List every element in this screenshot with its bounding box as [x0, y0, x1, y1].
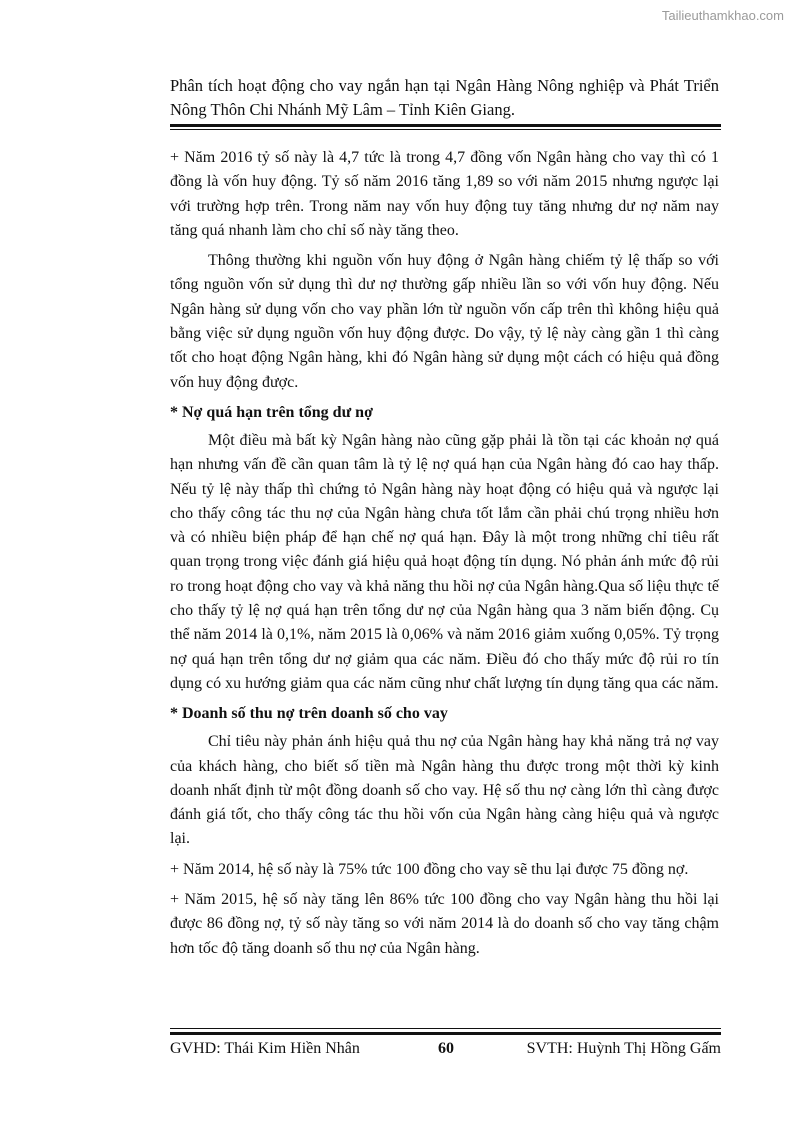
paragraph-overdue-debt: Một điều mà bất kỳ Ngân hàng nào cũng gặp phải là tồn tại các khoản nợ quá hạn nhưng vấn đề cần quan tâm là tỷ lệ nợ quá hạn của Ngân hàng đó cao hay thấp. Nếu tỷ lệ này thấp thì chứng tỏ Ngân hàng này hoạt động có hiệu quả và ngược lại cho thấy công tác thu nợ của Ngân hàng chưa tốt lắm cần phải chú trọng nhiều hơn và có nhiều biện pháp để hạn chế nợ quá hạn. Đây là một trong những chỉ tiêu rất quan trọng trong việc đánh giá hiệu quả hoạt động tín dụng. Nó phản ánh mức độ rủi ro trong hoạt động cho vay và khả năng thu hồi nợ của Ngân hàng.Qua số liệu thực tế cho thấy tỷ lệ nợ quá hạn trên tổng dư nợ của Ngân hàng qua 3 năm biến động. Cụ thể năm 2014 là 0,1%, năm 2015 là 0,06% và năm 2016 giảm xuống 0,05%. Tỷ trọng nợ quá hạn trên tổng dư nợ giảm qua các năm. Điều đó cho thấy mức độ rủi ro tín dụng có xu hướng giảm qua các năm cũng như chất lượng tín dụng tăng qua các năm. — [170, 431, 719, 692]
footer-rule-thin — [170, 1028, 721, 1029]
page-header-title: Phân tích hoạt động cho vay ngắn hạn tại Ngân Hàng Nông nghiệp và Phát Triển Nông Thôn Chi Nhánh Mỹ Lâm – Tỉnh Kiên Giang. — [170, 76, 719, 119]
footer-rule-thick — [170, 1032, 721, 1035]
watermark-text: Tailieuthamkhao.com — [661, 8, 784, 23]
paragraph-2014-ratio: + Năm 2014, hệ số này là 75% tức 100 đồng cho vay sẽ thu lại được 75 đồng nợ. — [170, 860, 689, 878]
header-rule-thick — [170, 124, 721, 127]
footer-student: SVTH: Huỳnh Thị Hồng Gấm — [526, 1040, 721, 1057]
paragraph-capital-source: Thông thường khi nguồn vốn huy động ở Ngân hàng chiếm tỷ lệ thấp so với tổng nguồn vốn sử dụng thì dư nợ thường gấp nhiều lần so với vốn huy động. Nếu Ngân hàng sử dụng vốn cho vay phần lớn từ nguồn vốn cấp trên thì không hiệu quả bằng việc sử dụng nguồn vốn huy động được. Do vậy, tỷ lệ này càng gần 1 thì càng tốt cho hoạt động Ngân hàng, khi đó Ngân hàng sử dụng một cách có hiệu quả đồng vốn huy động được. — [170, 252, 719, 391]
footer-advisor: GVHD: Thái Kim Hiền Nhân — [170, 1040, 360, 1057]
paragraph-2016-ratio: + Năm 2016 tỷ số này là 4,7 tức là trong 4,7 đồng vốn Ngân hàng cho vay thì có 1 đồng là vốn huy động. Tỷ số năm 2016 tăng 1,89 so với năm 2015 nhưng ngược lại với trường hợp trên. Trong năm nay vốn huy động tuy tăng nhưng dư nợ năm nay tăng quá nhanh làm cho chỉ số này tăng theo. — [170, 149, 719, 239]
paragraph-debt-collection: Chỉ tiêu này phản ánh hiệu quả thu nợ của Ngân hàng hay khả năng trả nợ vay của khách hàng, cho biết số tiền mà Ngân hàng thu được trong một thời kỳ kinh doanh nhất định từ một đồng doanh số cho vay. Hệ số thu nợ càng lớn thì càng được đánh giá tốt, cho thấy công tác thu hồi vốn của Ngân hàng càng hiệu quả và ngược lại. — [170, 733, 719, 848]
document-body — [170, 146, 719, 967]
heading-overdue-debt: * Nợ quá hạn trên tổng dư nợ — [170, 403, 373, 421]
footer-page-number: 60 — [438, 1040, 454, 1057]
paragraph-2015-ratio: + Năm 2015, hệ số này tăng lên 86% tức 100 đồng cho vay Ngân hàng thu hồi lại được 86 đồng nợ, tỷ số này tăng so với năm 2014 là do doanh số cho vay tăng chậm hơn tốc độ tăng doanh số thu nợ của Ngân hàng. — [170, 891, 719, 957]
heading-debt-collection: * Doanh số thu nợ trên doanh số cho vay — [170, 705, 448, 723]
header-rule-thin — [170, 129, 721, 130]
